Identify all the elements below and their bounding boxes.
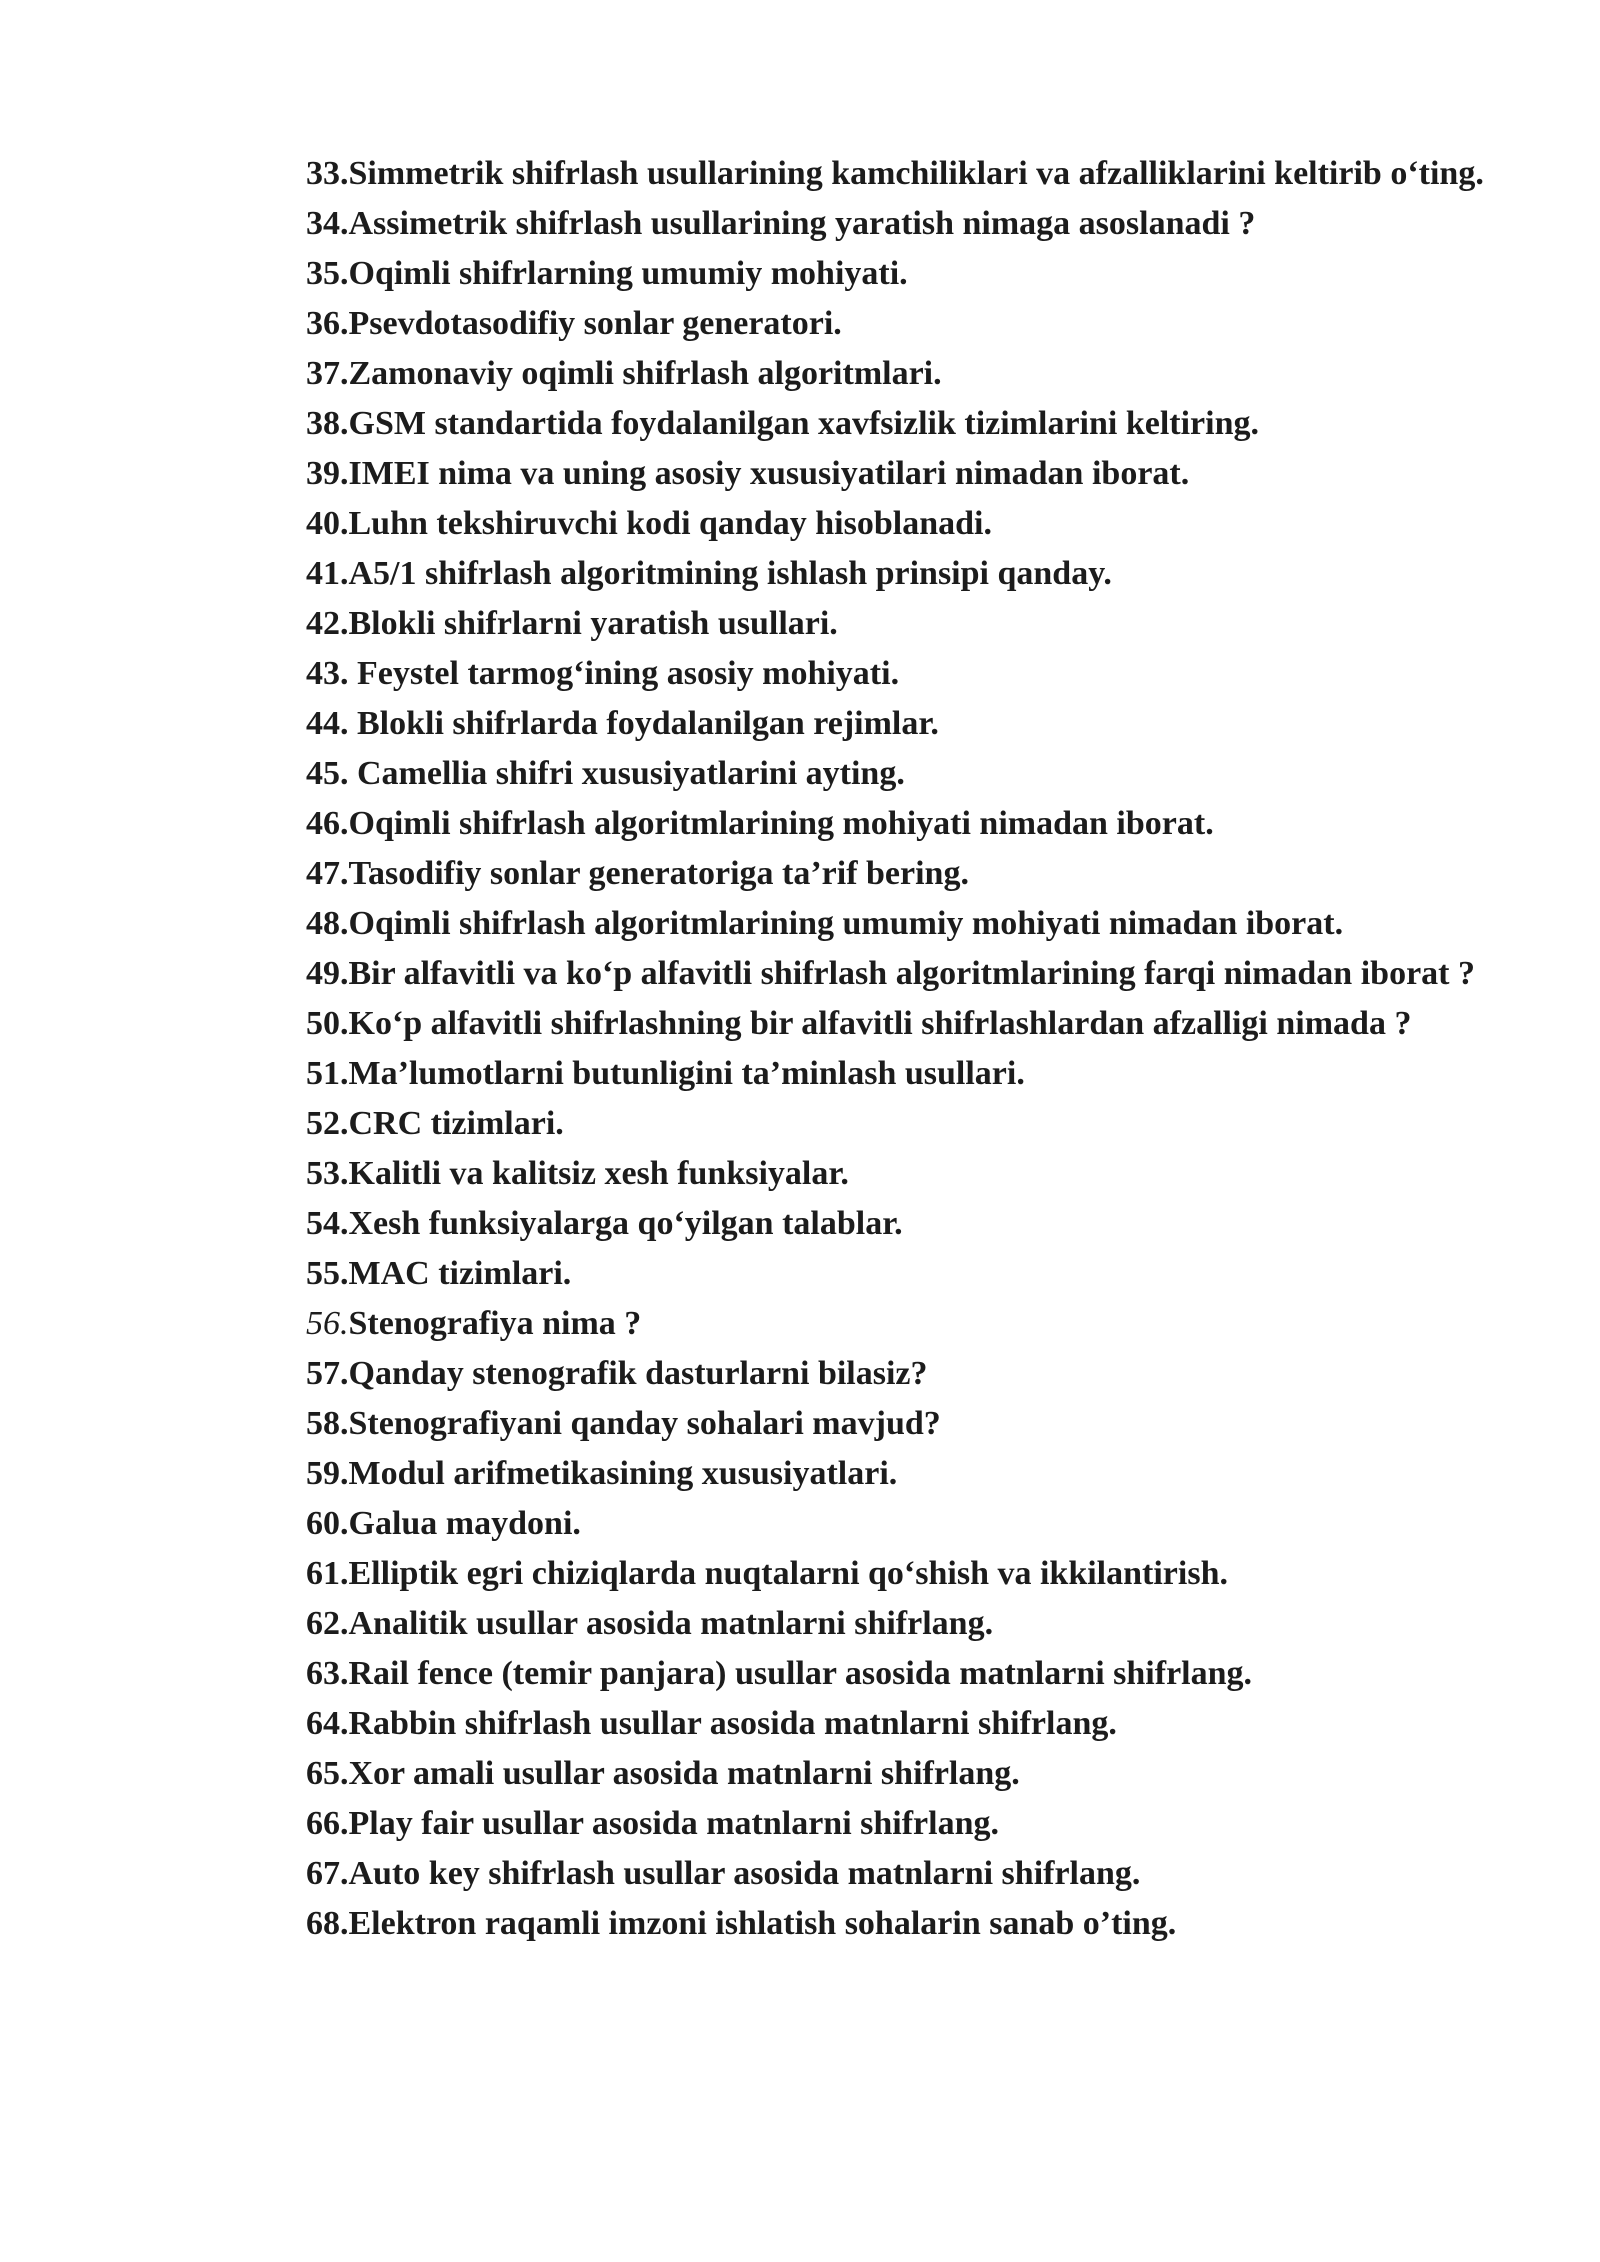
question-number: 51. <box>306 1055 349 1092</box>
question-number: 60. <box>306 1505 349 1542</box>
question-item <box>229 1499 1491 1549</box>
question-text: Psevdotasodifiy sonlar generatori. <box>348 305 842 342</box>
question-number: 37. <box>306 355 349 392</box>
question-text: Blokli shifrlarni yaratish usullari. <box>348 605 838 642</box>
question-number: 47. <box>306 855 349 892</box>
question-number: 48. <box>306 905 349 942</box>
question-item <box>229 999 1491 1049</box>
question-item <box>229 1349 1491 1399</box>
question-number: 56. <box>306 1305 349 1342</box>
question-item <box>229 149 1491 199</box>
question-item <box>229 549 1491 599</box>
question-text: Elektron raqamli imzoni ishlatish sohalarin sanab o’ting. <box>348 1905 1177 1942</box>
question-number: 64. <box>306 1705 349 1742</box>
question-number: 41. <box>306 555 349 592</box>
question-text: Stenografiyani qanday sohalari mavjud? <box>348 1405 941 1442</box>
question-number: 46. <box>306 805 349 842</box>
question-number: 62. <box>306 1605 349 1642</box>
question-text: Auto key shifrlash usullar asosida matnlarni shifrlang. <box>348 1855 1141 1892</box>
question-text: GSM standartida foydalanilgan xavfsizlik tizimlarini keltiring. <box>348 405 1259 442</box>
question-item <box>229 799 1491 849</box>
question-text: Galua maydoni. <box>348 1505 581 1542</box>
question-number: 42. <box>306 605 349 642</box>
question-number: 52. <box>306 1105 349 1142</box>
question-number: 57. <box>306 1355 349 1392</box>
question-number: 68. <box>306 1905 349 1942</box>
question-number: 38. <box>306 405 349 442</box>
question-text: Kalitli va kalitsiz xesh funksiyalar. <box>348 1155 849 1192</box>
question-text: Elliptik egri chiziqlarda nuqtalarni qo‘shish va ikkilantirish. <box>348 1555 1228 1592</box>
question-text: Rail fence (temir panjara) usullar asosida matnlarni shifrlang. <box>348 1655 1253 1692</box>
question-item <box>229 1849 1491 1899</box>
question-number: 40. <box>306 505 349 542</box>
question-item <box>229 299 1491 349</box>
question-item <box>229 1799 1491 1849</box>
question-number: 34. <box>306 205 349 242</box>
question-text: Bir alfavitli va ko‘p alfavitli shifrlash algoritmlarining farqi nimadan iborat ? <box>348 955 1475 992</box>
question-item <box>229 1599 1491 1649</box>
question-number: 63. <box>306 1655 349 1692</box>
question-number: 66. <box>306 1805 349 1842</box>
question-text: Xesh funksiyalarga qo‘yilgan talablar. <box>348 1205 903 1242</box>
question-item <box>229 1699 1491 1749</box>
question-item <box>229 1899 1491 1949</box>
question-text: Play fair usullar asosida matnlarni shifrlang. <box>348 1805 999 1842</box>
question-item <box>229 349 1491 399</box>
question-text: Luhn tekshiruvchi kodi qanday hisoblanadi. <box>348 505 992 542</box>
question-text: Modul arifmetikasining xususiyatlari. <box>348 1455 898 1492</box>
question-number: 61. <box>306 1555 349 1592</box>
question-number: 36. <box>306 305 349 342</box>
question-item <box>229 1549 1491 1599</box>
question-item <box>229 199 1491 249</box>
question-number: 53. <box>306 1155 349 1192</box>
question-text: Assimetrik shifrlash usullarining yaratish nimaga asoslanadi ? <box>348 205 1256 242</box>
question-item <box>229 649 1491 699</box>
question-text: Rabbin shifrlash usullar asosida matnlarni shifrlang. <box>348 1705 1117 1742</box>
question-item <box>229 499 1491 549</box>
question-item <box>229 1249 1491 1299</box>
question-number: 43. <box>306 655 349 692</box>
question-number: 67. <box>306 1855 349 1892</box>
question-item <box>229 1149 1491 1199</box>
question-text: Analitik usullar asosida matnlarni shifrlang. <box>348 1605 994 1642</box>
question-text: Feystel tarmog‘ining asosiy mohiyati. <box>348 655 900 692</box>
question-number: 33. <box>306 155 349 192</box>
question-text: Ko‘p alfavitli shifrlashning bir alfavitli shifrlashlardan afzalligi nimada ? <box>348 1005 1412 1042</box>
question-item <box>229 599 1491 649</box>
question-text: IMEI nima va uning asosiy xususiyatilari nimadan iborat. <box>348 455 1190 492</box>
question-item <box>229 1049 1491 1099</box>
question-item <box>229 699 1491 749</box>
question-item <box>229 899 1491 949</box>
question-text: Zamonaviy oqimli shifrlash algoritmlari. <box>348 355 942 392</box>
question-item <box>229 1299 1491 1349</box>
question-text: CRC tizimlari. <box>348 1105 564 1142</box>
question-text: A5/1 shifrlash algoritmining ishlash prinsipi qanday. <box>348 555 1112 592</box>
question-text: MAC tizimlari. <box>348 1255 572 1292</box>
question-text: Qanday stenografik dasturlarni bilasiz? <box>348 1355 928 1392</box>
question-list <box>229 149 1491 1949</box>
question-number: 54. <box>306 1205 349 1242</box>
question-number: 58. <box>306 1405 349 1442</box>
question-number: 65. <box>306 1755 349 1792</box>
question-item <box>229 949 1491 999</box>
question-item <box>229 249 1491 299</box>
question-item <box>229 1399 1491 1449</box>
question-text: Ma’lumotlarni butunligini ta’minlash usullari. <box>348 1055 1025 1092</box>
question-item <box>229 849 1491 899</box>
question-item <box>229 1099 1491 1149</box>
question-number: 45. <box>306 755 349 792</box>
question-number: 44. <box>306 705 349 742</box>
question-text: Oqimli shifrlarning umumiy mohiyati. <box>348 255 908 292</box>
question-text: Camellia shifri xususiyatlarini ayting. <box>348 755 905 792</box>
question-text: Tasodifiy sonlar generatoriga ta’rif bering. <box>348 855 969 892</box>
question-text: Stenografiya nima ? <box>348 1305 642 1342</box>
question-item <box>229 399 1491 449</box>
question-item <box>229 749 1491 799</box>
question-number: 59. <box>306 1455 349 1492</box>
question-item <box>229 1199 1491 1249</box>
question-item <box>229 449 1491 499</box>
question-number: 55. <box>306 1255 349 1292</box>
question-item <box>229 1649 1491 1699</box>
question-text: Oqimli shifrlash algoritmlarining mohiyati nimadan iborat. <box>348 805 1214 842</box>
question-number: 39. <box>306 455 349 492</box>
question-item <box>229 1449 1491 1499</box>
question-text: Blokli shifrlarda foydalanilgan rejimlar. <box>348 705 939 742</box>
question-text: Xor amali usullar asosida matnlarni shifrlang. <box>348 1755 1020 1792</box>
question-number: 50. <box>306 1005 349 1042</box>
question-item <box>229 1749 1491 1799</box>
question-number: 49. <box>306 955 349 992</box>
question-text: Oqimli shifrlash algoritmlarining umumiy mohiyati nimadan iborat. <box>348 905 1344 942</box>
question-text: Simmetrik shifrlash usullarining kamchiliklari va afzalliklarini keltirib o‘ting. <box>348 155 1484 192</box>
question-number: 35. <box>306 255 349 292</box>
